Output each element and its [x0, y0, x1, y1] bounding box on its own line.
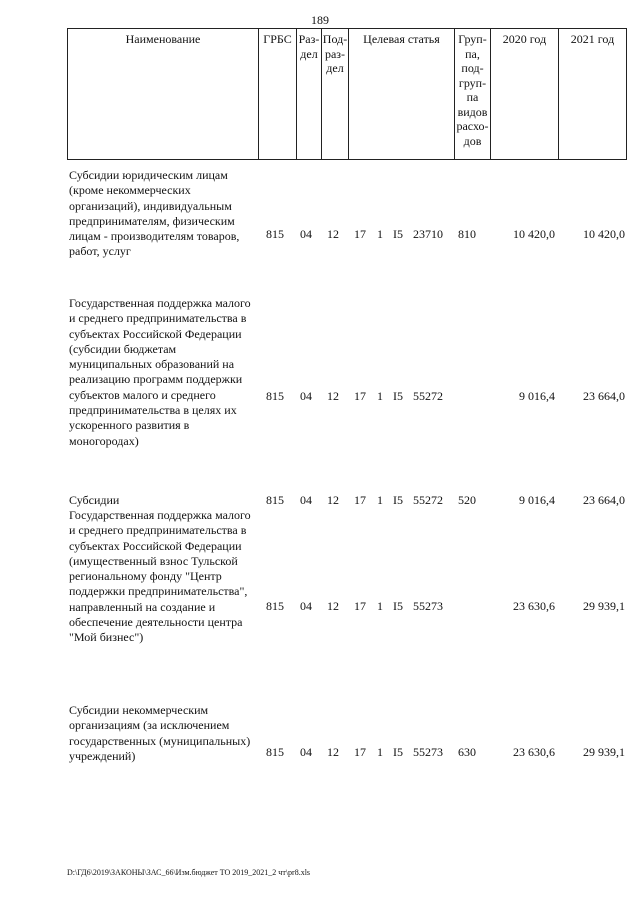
table-header — [67, 28, 627, 160]
cell-cs2: 1 — [377, 493, 383, 507]
header-2021: 2021 год — [558, 29, 626, 159]
cell-cs3: I5 — [393, 599, 403, 613]
cell-vr: 630 — [458, 745, 476, 759]
cell-2021: 10 420,0 — [583, 227, 625, 241]
cell-cs1: 17 — [354, 389, 366, 403]
cell-cs3: I5 — [393, 745, 403, 759]
cell-2020: 9 016,4 — [519, 389, 555, 403]
row-name: Государственная поддержка малого и среднего предпринимательства в субъектах Российской Федерации (имущественный взнос Тульской региональному фонду "Центр поддержки предпринимательства", направленный на создание и обеспечение деятельности центра "Мой бизнес") — [69, 508, 251, 645]
page-number: 189 — [311, 13, 329, 27]
cell-2020: 23 630,6 — [513, 599, 555, 613]
cell-cs3: I5 — [393, 389, 403, 403]
cell-cs3: I5 — [393, 227, 403, 241]
cell-cs4: 55272 — [413, 493, 443, 507]
cell-podrazdel: 12 — [327, 493, 339, 507]
cell-cs1: 17 — [354, 745, 366, 759]
cell-cs3: I5 — [393, 493, 403, 507]
cell-grbs: 815 — [266, 493, 284, 507]
header-podrazdel: Под- раз- дел — [321, 29, 348, 159]
cell-2021: 23 664,0 — [583, 493, 625, 507]
cell-2020: 10 420,0 — [513, 227, 555, 241]
header-gruppa: Груп- па, под- груп- па видов расхо- дов — [454, 29, 490, 159]
cell-razdel: 04 — [300, 745, 312, 759]
cell-podrazdel: 12 — [327, 745, 339, 759]
cell-cs1: 17 — [354, 599, 366, 613]
cell-vr: 520 — [458, 493, 476, 507]
cell-cs1: 17 — [354, 227, 366, 241]
row-name: Субсидии некоммерческим организациям (за исключением государственных (муниципальных) учреждений) — [69, 703, 251, 763]
cell-2021: 29 939,1 — [583, 745, 625, 759]
row-name: Субсидии юридическим лицам (кроме некоммерческих организаций), индивидуальным предпринимателям, физическим лицам - производителям товаров, работ, услуг — [69, 168, 240, 259]
header-razdel: Раз- дел — [296, 29, 321, 159]
cell-cs4: 23710 — [413, 227, 443, 241]
cell-2020: 23 630,6 — [513, 745, 555, 759]
cell-2021: 23 664,0 — [583, 389, 625, 403]
cell-grbs: 815 — [266, 227, 284, 241]
cell-cs4: 55273 — [413, 745, 443, 759]
cell-razdel: 04 — [300, 599, 312, 613]
cell-podrazdel: 12 — [327, 389, 339, 403]
cell-podrazdel: 12 — [327, 227, 339, 241]
cell-razdel: 04 — [300, 389, 312, 403]
header-name: Наименование — [125, 32, 201, 46]
file-path-footer: D:\ГД6\2019\ЗАКОНЫ\ЗАС_66\Изм.бюджет ТО 2019_2021_2 чт\pr8.xls — [67, 868, 311, 877]
row-name: Субсидии — [69, 493, 120, 507]
cell-2020: 9 016,4 — [519, 493, 555, 507]
header-2020: 2020 год — [490, 29, 558, 159]
cell-2021: 29 939,1 — [583, 599, 625, 613]
cell-podrazdel: 12 — [327, 599, 339, 613]
cell-cs2: 1 — [377, 389, 383, 403]
row-name: Государственная поддержка малого и среднего предпринимательства в субъектах Российской Федерации (субсидии бюджетам муниципальных образований на реализацию программ поддержки субъектов малого и среднего предпринимательства в целях их ускоренного развития в моногородах) — [69, 296, 251, 448]
cell-razdel: 04 — [300, 227, 312, 241]
header-grbs: ГРБС — [258, 29, 296, 159]
cell-grbs: 815 — [266, 745, 284, 759]
cell-vr: 810 — [458, 227, 476, 241]
cell-cs2: 1 — [377, 599, 383, 613]
cell-cs2: 1 — [377, 227, 383, 241]
cell-cs4: 55273 — [413, 599, 443, 613]
cell-cs4: 55272 — [413, 389, 443, 403]
cell-cs1: 17 — [354, 493, 366, 507]
cell-cs2: 1 — [377, 745, 383, 759]
cell-grbs: 815 — [266, 599, 284, 613]
cell-grbs: 815 — [266, 389, 284, 403]
cell-razdel: 04 — [300, 493, 312, 507]
header-celevaya-statya: Целевая статья — [348, 29, 454, 159]
